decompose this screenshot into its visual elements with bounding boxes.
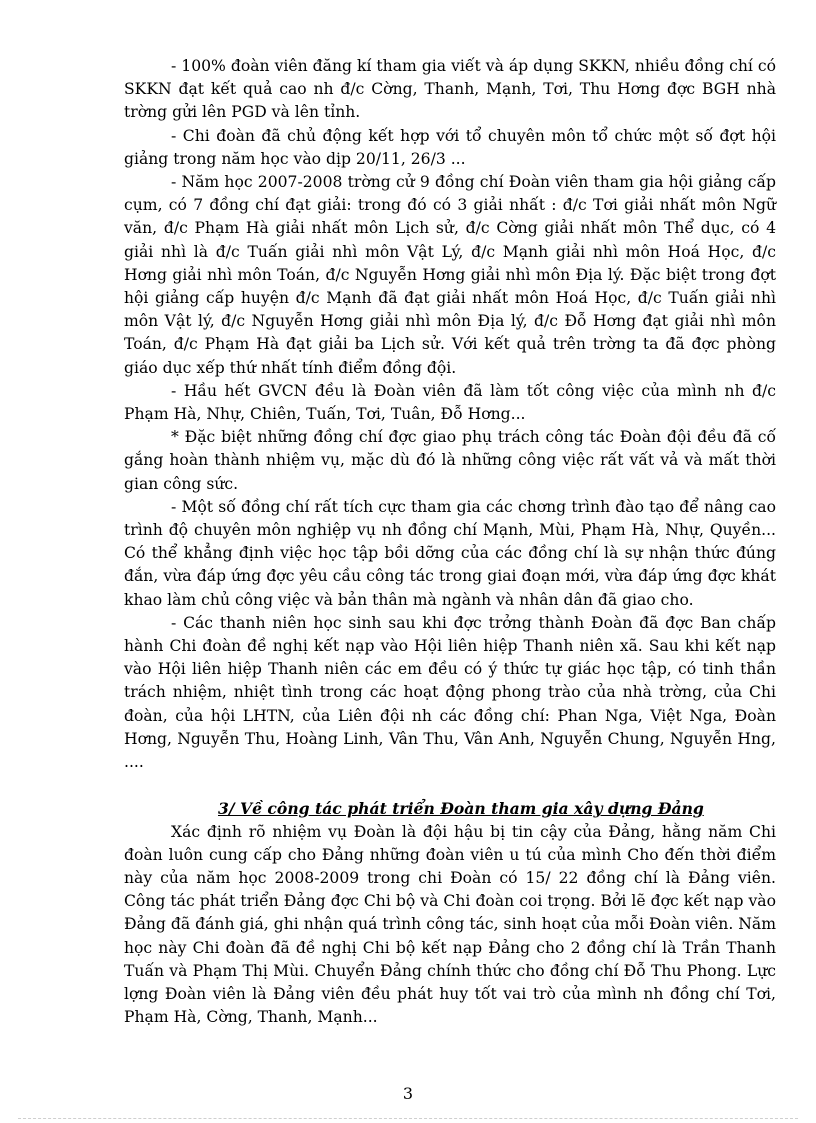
- footer-divider: [18, 1118, 798, 1119]
- paragraph-thanh-nien-hoc-sinh: - Các thanh niên học sinh sau khi đợc trởng thành Đoàn đã đợc Ban chấp hành Chi đoàn đề nghị kết nạp vào Hội liên hiệp Thanh niên xã. Sau khi kết nạp vào Hội liên hiệp Thanh niên các em đều có ý thức tự giác học tập, có tinh thần trách nhiệm, nhiệt tình trong các hoạt động phong trào của nhà trờng, của Chi đoàn, của hội LHTN, của Liên đội nh các đồng chí: Phan Nga, Việt Nga, Đoàn Hơng, Nguyễn Thu, Hoàng Linh, Vân Thu, Vân Anh, Nguyễn Chung, Nguyễn Hng, ....: [124, 613, 776, 772]
- paragraph-nam-hoc-2007-2008: - Năm học 2007-2008 trờng cử 9 đồng chí Đoàn viên tham gia hội giảng cấp cụm, có 7 đồng chí đạt giải: trong đó có 3 giải nhất : đ/c Tơi giải nhất môn Ngữ văn, đ/c Phạm Hà giải nhất môn Lịch sử, đ/c Cờng giải nhất môn Thể dục, có 4 giải nhì là đ/c Tuấn giải nhì môn Vật Lý, đ/c Mạnh giải nhì môn Hoá Học, đ/c Hơng giải nhì môn Toán, đ/c Nguyễn Hơng giải nhì môn Địa lý. Đặc biệt trong đợt hội giảng cấp huyện đ/c Mạnh đã đạt giải nhất môn Hoá Học, đ/c Tuấn giải nhì môn Vật lý, đ/c Nguyễn Hơng giải nhì môn Địa lý, đ/c Đỗ Hơng đạt giải nhì môn Toán, đ/c Phạm Hà đạt giải ba Lịch sử. Với kết quả trên trờng ta đã đợc phòng giáo dục xếp thứ nhất tính điểm đồng đội.: [124, 173, 776, 377]
- page-number: 3: [402, 1084, 414, 1103]
- section-heading: 3/ Về công tác phát triển Đoàn tham gia xây dựng Đảng: [218, 799, 704, 819]
- paragraph-dao-tao: - Một số đồng chí rất tích cực tham gia các chơng trình đào tạo để nâng cao trình độ chuyên môn nghiệp vụ nh đồng chí Mạnh, Mùi, Phạm Hà, Nhự, Quyền... Có thể khẳng định việc học tập bồi dỡng của các đồng chí là sự nhận thức đúng đắn, vừa đáp ứng đợc yêu cầu công tác trong giai đoạn mới, vừa đáp ứng đợc khát khao làm chủ công việc và bản thân mà ngành và nhân dân đã giao cho.: [124, 497, 776, 609]
- paragraph-skkn: - 100% đoàn viên đăng kí tham gia viết và áp dụng SKKN, nhiều đồng chí có SKKN đạt kết quả cao nh đ/c Cờng, Thanh, Mạnh, Tơi, Thu Hơng đợc BGH nhà trờng gửi lên PGD và lên tỉnh.: [124, 57, 776, 122]
- paragraph-gvcn: - Hầu hết GVCN đều là Đoàn viên đã làm tốt công việc của mình nh đ/c Phạm Hà, Nhự, Chiên, Tuấn, Tơi, Tuân, Đỗ Hơng...: [124, 381, 776, 424]
- paragraph-phu-trach-doan-doi: * Đặc biệt những đồng chí đợc giao phụ trách công tác Đoàn đội đều đã cố gắng hoàn thành nhiệm vụ, mặc dù đó là những công việc rất vất vả và mất thời gian công sức.: [124, 428, 776, 493]
- paragraph-hoi-giang: - Chi đoàn đã chủ động kết hợp với tổ chuyên môn tổ chức một số đợt hội giảng trong năm học vào dịp 20/11, 26/3 ...: [124, 126, 776, 168]
- paragraph-phat-trien-dang: Xác định rõ nhiệm vụ Đoàn là đội hậu bị tin cậy của Đảng, hằng năm Chi đoàn luôn cung cấp cho Đảng những đoàn viên u tú của mình Cho đến thời điểm này của năm học 2008-2009 trong chi Đoàn có 15/ 22 đồng chí là Đảng viên. Công tác phát triển Đảng đợc Chi bộ và Chi đoàn coi trọng. Bởi lẽ đợc kết nạp vào Đảng đã đánh giá, ghi nhận quá trình công tác, sinh hoạt của mỗi Đoàn viên. Năm học này Chi đoàn đã đề nghị Chi bộ kết nạp Đảng cho 2 đồng chí là Trần Thanh Tuấn và Phạm Thị Mùi. Chuyển Đảng chính thức cho đồng chí Đỗ Thu Phong. Lực lợng Đoàn viên là Đảng viên đều phát huy tốt vai trò của mình nh đồng chí Tơi, Phạm Hà, Cờng, Thanh, Mạnh...: [124, 822, 776, 1027]
- document-body: [124, 55, 776, 1029]
